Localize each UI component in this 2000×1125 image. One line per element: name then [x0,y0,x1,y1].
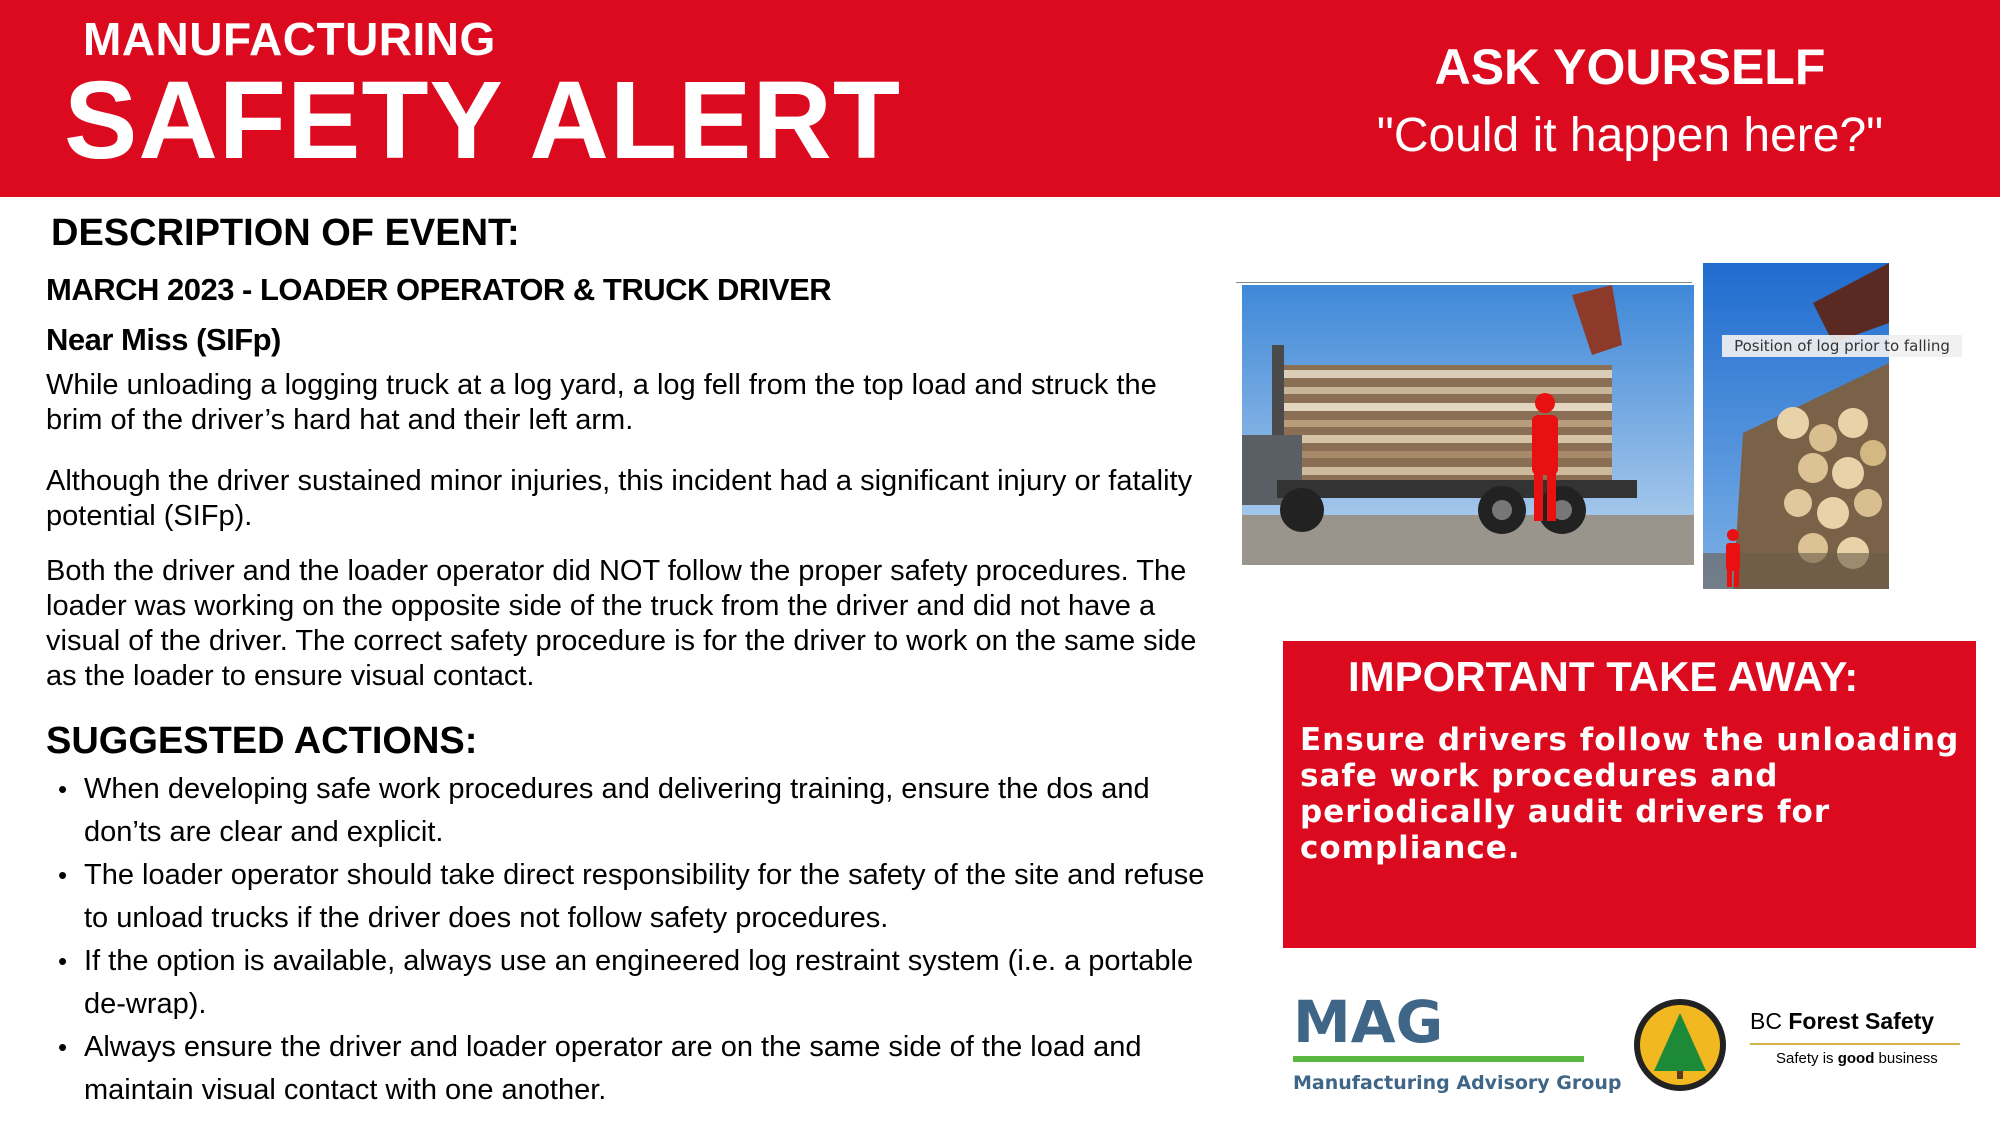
mag-logo-letters: MAG [1293,988,1444,1056]
banner-category: MANUFACTURING [83,13,496,65]
could-it-happen-question: "Could it happen here?" [1376,109,1884,162]
takeaway-text: Ensure drivers follow the unloading safe work procedures and periodically audit drivers for compliance. [1300,722,1960,866]
bc-forest-safety-tagline [1776,1050,1938,1067]
mag-logo-name: Manufacturing Advisory Group [1293,1072,1622,1094]
action-item: • The loader operator should take direct responsibility for the safety of the site and refuse to unload trucks if the driver does not follow safety procedures. [46,854,1206,940]
logging-truck-photo [1242,285,1694,565]
suggested-actions-list [46,768,1206,1112]
bcfs-prefix: BC [1750,1008,1789,1034]
suggested-actions-heading: SUGGESTED ACTIONS: [46,720,478,762]
description-paragraph: While unloading a logging truck at a log yard, a log fell from the top load and struck the brim of the driver’s hard hat and their left arm. [46,369,1157,436]
ask-yourself-heading: ASK YOURSELF [1434,39,1826,95]
mag-logo-bar [1293,1056,1584,1062]
event-classification: Near Miss (SIFp) [46,322,281,357]
bcfs-bold-name: Forest Safety [1788,1008,1935,1034]
bc-forest-safety-tree-icon [1632,997,1728,1093]
photo-divider [1236,282,1692,283]
action-item: • Always ensure the driver and loader operator are on the same side of the load and maintain visual contact with one another. [46,1026,1206,1112]
takeaway-heading: IMPORTANT TAKE AWAY: [1348,653,1859,700]
header-banner [0,0,2000,197]
bcfs-divider [1750,1043,1960,1045]
log-position-photo [1703,263,1889,589]
important-takeaway-box [1283,641,1976,948]
photo-caption: Position of log prior to falling [1722,335,1962,357]
description-paragraph: Both the driver and the loader operator did NOT follow the proper safety procedures. The loader was working on the opposite side of the truck from the driver and did not have a visual of the driver. The correct safety procedure is for the driver to work on the same side as the loader to ensure visual contact. [46,555,1197,692]
bcfs-tag-start: Safety is [1776,1050,1838,1067]
mag-logo [1293,988,1622,1094]
bcfs-tag-end: business [1874,1050,1938,1067]
bc-forest-safety-name [1750,1008,1934,1035]
description-paragraph: Although the driver sustained minor injuries, this incident had a significant injury or fatality potential (SIFp). [46,465,1193,532]
action-item: • When developing safe work procedures and delivering training, ensure the dos and don’ts are clear and explicit. [46,768,1206,854]
action-item: • If the option is available, always use an engineered log restraint system (i.e. a portable de-wrap). [46,940,1206,1026]
bcfs-tag-bold: good [1837,1050,1875,1067]
event-title: MARCH 2023 - LOADER OPERATOR & TRUCK DRIVER [46,272,832,307]
description-heading: DESCRIPTION OF EVENT: [51,212,520,254]
banner-title: SAFETY ALERT [64,59,902,182]
